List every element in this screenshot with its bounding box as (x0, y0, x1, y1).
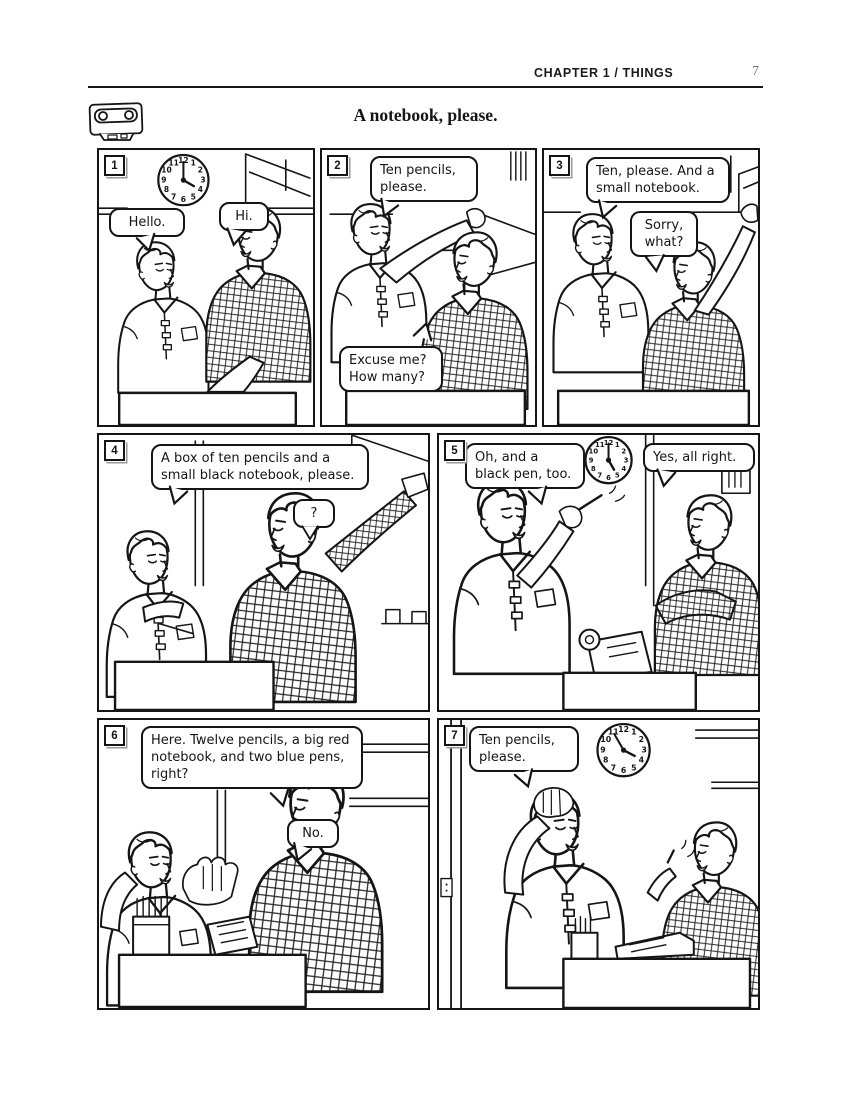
wall-clock (585, 437, 631, 483)
lesson-title: A notebook, please. (353, 105, 498, 125)
svg-text:11: 11 (607, 727, 619, 737)
svg-text:5: 5 (631, 763, 637, 773)
svg-text:6: 6 (620, 766, 627, 776)
svg-text:1: 1 (614, 441, 620, 450)
speech-bubble-shopkeeper: Here. Twelve pencils, a big red notebook, and two blue pens, right? (141, 726, 363, 789)
panel-number-6: 6 (104, 725, 125, 746)
speech-bubble-customer: Hello. (109, 208, 185, 237)
speech-bubble-shopkeeper: Sorry, what? (630, 211, 698, 257)
svg-text:8: 8 (590, 465, 596, 474)
svg-text:3: 3 (200, 175, 206, 185)
svg-text:10: 10 (600, 735, 612, 745)
svg-text:10: 10 (161, 165, 172, 175)
svg-text:7: 7 (171, 192, 177, 202)
comic-panel-2 (320, 148, 537, 427)
svg-text:8: 8 (163, 185, 170, 195)
svg-text:4: 4 (197, 185, 203, 195)
speech-bubble-shopkeeper: Hi. (219, 202, 269, 231)
speech-bubble-customer: No. (287, 819, 339, 848)
speech-bubble-customer: A box of ten pencils and a small black notebook, please. (151, 444, 369, 490)
comic-panel-6 (97, 718, 430, 1010)
panel-number-5: 5 (444, 440, 465, 461)
speech-bubble-customer: Ten, please. And a small notebook. (586, 157, 730, 203)
panel-1-artwork (99, 150, 313, 425)
svg-text:6: 6 (606, 474, 611, 483)
panel-number-4: 4 (104, 440, 125, 461)
speech-bubble-shopkeeper: Excuse me? How many? (339, 346, 443, 392)
svg-text:2: 2 (638, 735, 645, 745)
panel-number-7: 7 (444, 725, 465, 746)
speech-bubble-shopkeeper: ? (293, 499, 335, 528)
svg-text:9: 9 (161, 175, 167, 185)
page-number: 7 (752, 64, 759, 79)
header-rule (88, 86, 763, 88)
svg-text:2: 2 (621, 447, 627, 456)
svg-text:1: 1 (631, 727, 637, 737)
comic-panel-4 (97, 433, 430, 712)
panel-number-1: 1 (104, 155, 125, 176)
svg-text:3: 3 (623, 456, 629, 465)
svg-text:7: 7 (597, 471, 603, 480)
speech-bubble-customer: Ten pencils, please. (469, 726, 579, 772)
speech-bubble-customer: Ten pencils, please. (370, 156, 478, 202)
wall-clock (597, 724, 649, 776)
panel-number-3: 3 (549, 155, 570, 176)
svg-text:4: 4 (638, 755, 645, 765)
svg-text:12: 12 (603, 438, 614, 447)
svg-text:10: 10 (588, 447, 599, 456)
speech-bubble-customer: Oh, and a black pen, too. (465, 443, 585, 489)
comic-panel-3 (542, 148, 760, 427)
comic-panel-7 (437, 718, 760, 1010)
comic-panel-5 (437, 433, 760, 712)
speech-bubble-shopkeeper: Yes, all right. (643, 443, 755, 472)
svg-text:4: 4 (621, 465, 627, 474)
svg-text:5: 5 (614, 471, 620, 480)
svg-text:12: 12 (178, 155, 189, 165)
panel-number-2: 2 (327, 155, 348, 176)
svg-text:5: 5 (190, 192, 196, 202)
svg-text:2: 2 (197, 165, 203, 175)
svg-text:12: 12 (618, 724, 630, 734)
svg-text:3: 3 (641, 745, 647, 755)
svg-text:6: 6 (180, 194, 187, 204)
comic-panel-1 (97, 148, 315, 427)
svg-text:9: 9 (588, 456, 594, 465)
svg-text:7: 7 (610, 763, 617, 773)
svg-text:9: 9 (600, 745, 606, 755)
svg-text:11: 11 (594, 441, 605, 450)
svg-text:11: 11 (168, 158, 179, 168)
svg-text:1: 1 (190, 158, 196, 168)
chapter-header: CHAPTER 1 / THINGS (534, 66, 674, 80)
wall-clock (158, 155, 208, 205)
svg-text:8: 8 (603, 755, 609, 765)
